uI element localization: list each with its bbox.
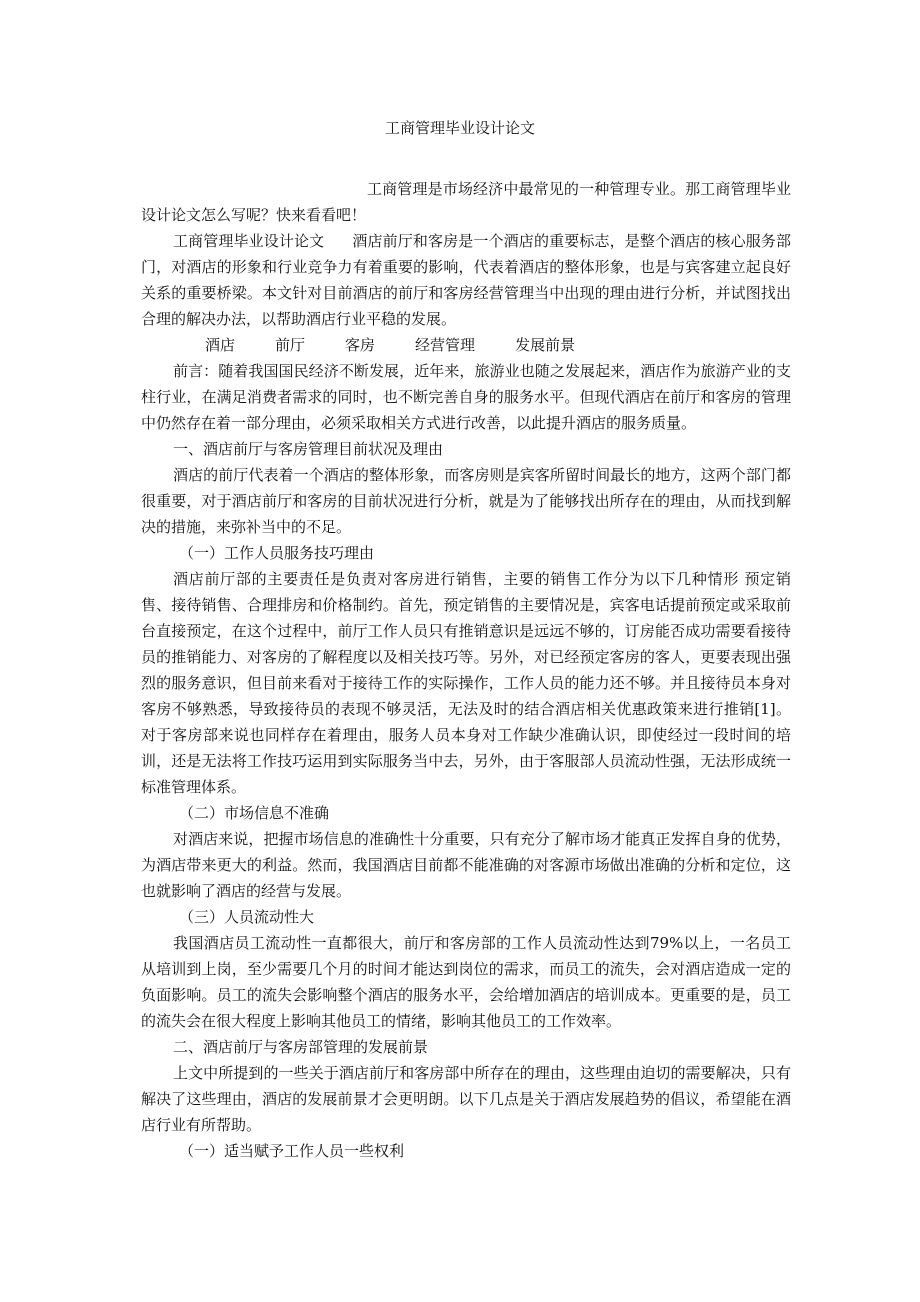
abstract-label: 工商管理毕业设计论文	[173, 232, 325, 250]
keyword: 客房	[345, 336, 376, 354]
keyword: 发展前景	[515, 336, 576, 354]
section1-heading: 一、酒店前厅与客房管理目前状况及理由	[173, 440, 444, 458]
abstract-text: 酒店前厅和客房是一个酒店的重要标志，是整个酒店的核心服务部门，对酒店的形象和行业竞争力有着重要的影响，代表着酒店的整体形象，也是与宾客建立起良好关系的重要桥梁。本文针对目前酒店的前厅和客房经营管理当中出现的理由进行分析，并试图找出合理的解决办法，以帮助酒店行业平稳的发展。	[141, 232, 791, 328]
section1-sub2-text: 对酒店来说，把握市场信息的准确性十分重要，只有充分了解市场才能真正发挥自身的优势，为酒店带来更大的利益。然而，我国酒店目前都不能准确的对客源市场做出准确的分析和定位，这也就影响了酒店的经营与发展。	[141, 830, 791, 900]
preface-paragraph: 前言：随着我国国民经济不断发展，近年来，旅游业也随之发展起来，酒店作为旅游产业的支柱行业，在满足消费者需求的同时，也不断完善自身的服务水平。但现代酒店在前厅和客房的管理中仍然存在着一部分理由，必须采取相关方式进行改善，以此提升酒店的服务质量。	[141, 362, 791, 432]
document-body	[141, 176, 791, 1164]
keyword: 经营管理	[415, 336, 476, 354]
section1-intro: 酒店的前厅代表着一个酒店的整体形象，而客房则是宾客所留时间最长的地方，这两个部门都很重要，对于酒店前厅和客房的目前状况进行分析，就是为了能够找出所存在的理由，从而找到解决的措施，来弥补当中的不足。	[141, 466, 791, 536]
document-title: 工商管理毕业设计论文	[384, 119, 535, 137]
section1-sub1-text: 酒店前厅部的主要责任是负责对客房进行销售，主要的销售工作分为以下几种情形 预定销售、接待销售、合理排房和价格制约。首先，预定销售的主要情况是，宾客电话提前预定或采取前台直接预定，在这个过程中，前厅工作人员只有推销意识是远远不够的，订房能否成功需要看接待员的推销能力、对客房的了解程度以及相关技巧等。另外，对已经预定客房的客人，更要表现出强烈的服务意识，但目前来看对于接待工作的实际操作，工作人员的能力还不够。并且接待员本身对客房不够熟悉，导致接待员的表现不够灵活，无法及时的结合酒店相关优惠政策来进行推销[1]。对于客房部来说也同样存在着理由，服务人员本身对工作缺少准确认识，即使经过一段时间的培训，还是无法将工作技巧运用到实际服务当中去，另外，由于客服部人员流动性强，无法形成统一标准管理体系。	[141, 570, 791, 796]
keyword: 前厅	[275, 336, 306, 354]
section2-intro: 上文中所提到的一些关于酒店前厅和客房部中所存在的理由，这些理由迫切的需要解决，只有解决了这些理由，酒店的发展前景才会更明朗。以下几点是关于酒店发展趋势的倡议，希望能在酒店行业有所帮助。	[141, 1064, 791, 1134]
intro-paragraph: 工商管理是市场经济中最常见的一种管理专业。那工商管理毕业设计论文怎么写呢？快来看看吧！	[141, 180, 791, 224]
section2-heading: 二、酒店前厅与客房部管理的发展前景	[173, 1038, 429, 1056]
section2-sub1-heading: （一）适当赋予工作人员一些权利	[179, 1142, 405, 1160]
section1-sub3-text: 我国酒店员工流动性一直都很大，前厅和客房部的工作人员流动性达到79%以上，一名员工从培训到上岗，至少需要几个月的时间才能达到岗位的需求，而员工的流失，会对酒店造成一定的负面影响。员工的流失会影响整个酒店的服务水平，会给增加酒店的培训成本。更重要的是，员工的流失会在很大程度上影响其他员工的情绪，影响其他员工的工作效率。	[141, 934, 791, 1030]
keyword: 酒店	[205, 336, 236, 354]
section1-sub3-heading: （三）人员流动性大	[179, 908, 315, 926]
keywords-line	[141, 332, 791, 358]
section1-sub2-heading: （二）市场信息不准确	[179, 804, 330, 822]
abstract-paragraph	[141, 228, 791, 332]
section1-sub1-heading: （一）工作人员服务技巧理由	[179, 544, 375, 562]
